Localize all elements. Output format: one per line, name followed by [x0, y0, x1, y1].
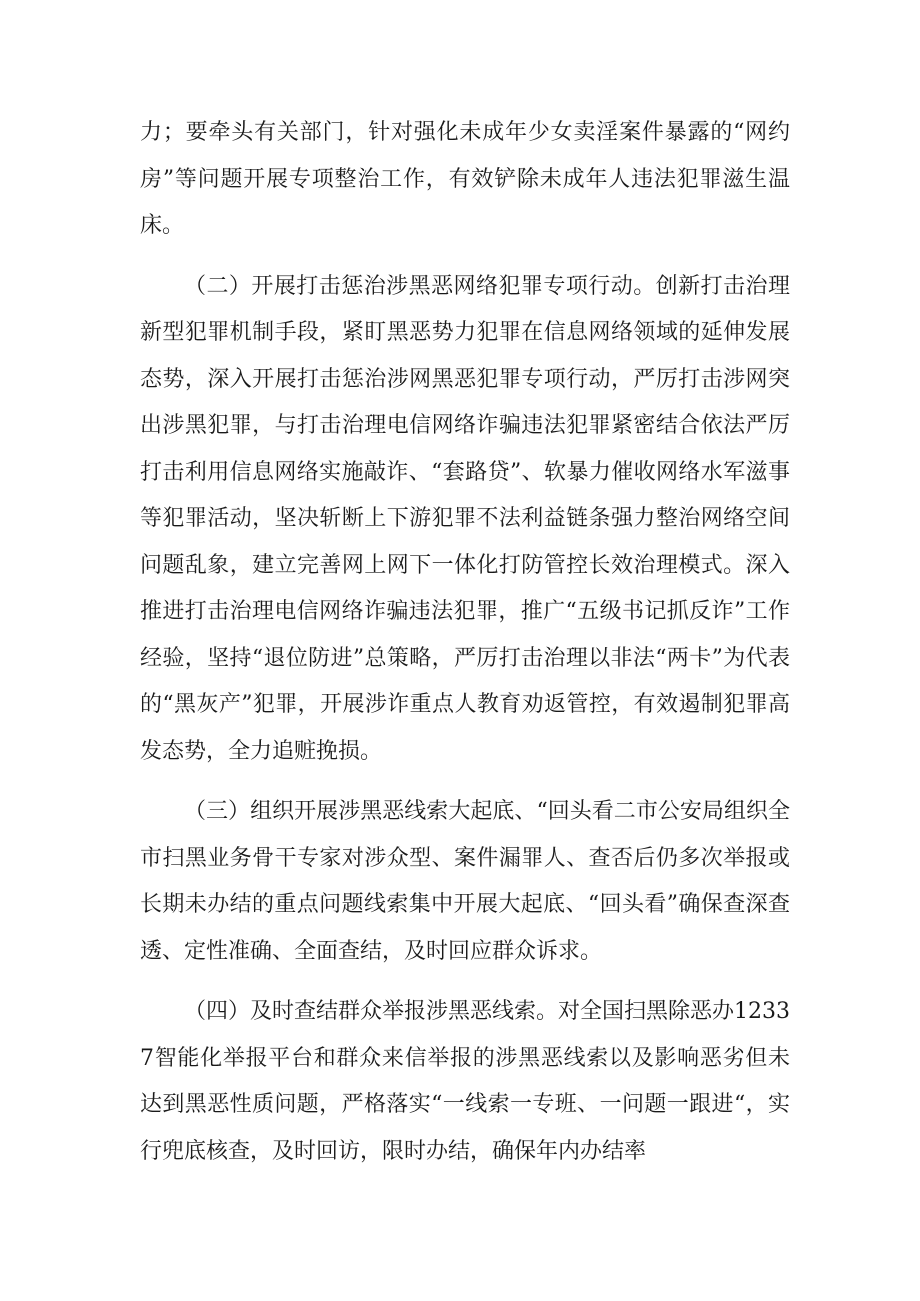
document-body [140, 110, 790, 1175]
paragraph-section-3: （三）组织开展涉黑恶线索大起底、“回头看二市公安局组织全市扫黑业务骨干专家对涉众型、案件漏罪人、查否后仍多次举报或长期未办结的重点问题线索集中开展大起底、“回头看”确保查深查透、定性准确、全面查结，及时回应群众诉求。 [140, 799, 790, 964]
paragraph-section-4: （四）及时查结群众举报涉黑恶线索。对全国扫黑除恶办12337智能化举报平台和群众来信举报的涉黑恶线索以及影响恶劣但未达到黑恶性质问题，严格落实“一线索一专班、一问题一跟进“，实行兜底核查，及时回访，限时办结，确保年内办结率 [140, 999, 790, 1164]
paragraph-section-2: （二）开展打击惩治涉黑恶网络犯罪专项行动。创新打击治理新型犯罪机制手段，紧盯黑恶势力犯罪在信息网络领域的延伸发展态势，深入开展打击惩治涉网黑恶犯罪专项行动，严厉打击涉网突出涉黑犯罪，与打击治理电信网络诈骗违法犯罪紧密结合依法严厉打击利用信息网络实施敲诈、“套路贷”、软暴力催收网络水军滋事等犯罪活动，坚决斩断上下游犯罪不法利益链条强力整治网络空间问题乱象，建立完善网上网下一体化打防管控长效治理模式。深入推进打击治理电信网络诈骗违法犯罪，推广“五级书记抓反诈”工作经验，坚持“退位防进”总策略，严厉打击治理以非法“两卡”为代表的“黑灰产”犯罪，开展涉诈重点人教育劝返管控，有效遏制犯罪高发态势，全力追赃挽损。 [140, 273, 790, 764]
paragraph-continuation: 力；要牵头有关部门，针对强化未成年少女卖淫案件暴露的“网约房”等问题开展专项整治工作，有效铲除未成年人违法犯罪滋生温床。 [140, 120, 790, 238]
